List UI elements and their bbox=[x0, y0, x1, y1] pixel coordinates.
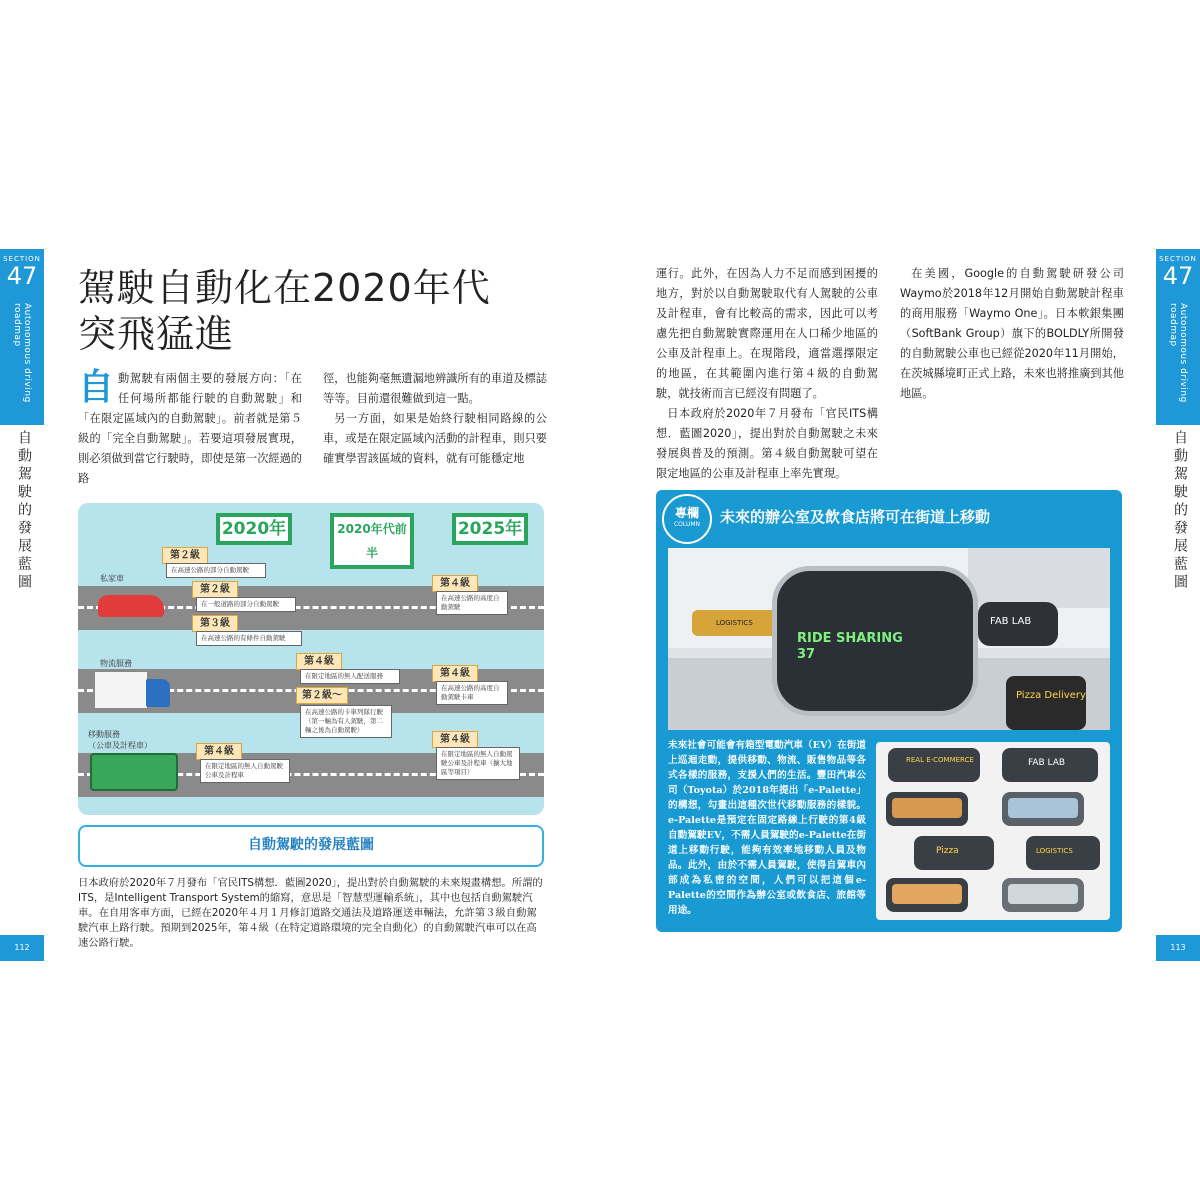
side-eng-strip bbox=[0, 295, 44, 425]
section-label: SECTION bbox=[1159, 255, 1197, 263]
section-number: 47 bbox=[6, 262, 38, 290]
section-tab bbox=[0, 249, 44, 295]
level-desc: 在限定地區的無人自動駕駛公車及計程車（擴大地區等項目） bbox=[436, 747, 520, 780]
right-text-1: 運行。此外，在因為人力不足而感到困擾的地方，對於以自動駕駛取代有人駕駛的公車及計程車，會有比較高的需求，因此可以考慮先把自動駕駛實際運用在人口稀少地區的公車及計程車上。在現階段，適當選擇限定的地區，在其範圍內進行第４級的自動駕駛，就技術而言已經沒有問題了。 bbox=[656, 267, 878, 400]
column-badge-text: 專欄 bbox=[674, 506, 699, 520]
variant-ecommerce bbox=[888, 748, 980, 782]
truck-cab-icon bbox=[146, 679, 170, 707]
bus-icon bbox=[90, 753, 178, 791]
variant-office bbox=[1002, 792, 1084, 826]
intro-text-1: 動駕駛有兩個主要的發展方向：「在任何場所都能行駛的自動駕駛」和「在限定區域內的自動駕駛」。前者就是第５級的「完全自動駕駛」。若要這項發展實現，則必須做到當它行駛時，即使是第一次經過的路 bbox=[78, 372, 302, 485]
fab-lab-pod bbox=[978, 602, 1058, 646]
level-desc: 在高速公路的部分自動駕駛 bbox=[166, 563, 266, 578]
lane-label-logistics: 物流服務 bbox=[100, 659, 132, 668]
ride-sharing-pod bbox=[772, 566, 978, 716]
level-desc: 在高速公路的有條件自動駕駛 bbox=[196, 631, 302, 646]
intro-col-2 bbox=[323, 369, 547, 469]
section-tab bbox=[1156, 249, 1200, 295]
variant-logistics bbox=[1026, 836, 1100, 870]
variant-label: Pizza bbox=[936, 846, 959, 856]
level-tag: 第４級 bbox=[296, 653, 342, 670]
lane-label-private: 私家車 bbox=[100, 574, 124, 583]
lane-label-mobility: 移動服務 （公車及計程車） bbox=[88, 730, 152, 750]
e-palette-photo bbox=[668, 548, 1110, 730]
level-tag: 第４級 bbox=[432, 665, 478, 682]
right-col-1 bbox=[656, 264, 878, 484]
side-eng-text: Autonomous driving roadmap bbox=[1168, 303, 1188, 403]
variant-window bbox=[1008, 798, 1078, 818]
car-icon bbox=[98, 595, 164, 617]
drop-cap: 自 bbox=[78, 367, 115, 408]
level-tag: 第２級 bbox=[192, 581, 238, 598]
column-badge-sub: COLUMN bbox=[673, 521, 700, 528]
level-desc: 在限定地區的無人配送服務 bbox=[300, 669, 400, 684]
right-col-2: 在美國，Google的自動駕駛研發公司Waymo於2018年12月開始自動駕駛計程車的商用服務「Waymo One」。日本軟銀集團（SoftBank Group）旗下的BOLDLY所開發的自動駕駛公車也已經從2020年11月開始，在茨城縣境町正式上路，未來也將推廣到其他地區。 bbox=[900, 267, 1124, 400]
variant-label: FAB LAB bbox=[1028, 758, 1066, 768]
side-title: 自動駕駛的發展藍圖 bbox=[16, 430, 32, 592]
variant-pizza bbox=[914, 836, 994, 870]
diagram-caption-text: 日本政府於2020年７月發布「官民ITS構想．藍圖2020」，提出對於自動駕駛的未來規畫構想。所謂的ITS，是Intelligent Transport System的縮寫，意思是「智慧型運輸系統」，其中也包括自動駕駛汽車。在自用客車方面，已經在2020年４月１月修訂道路交通法及道路運送車輛法，允許第３級自動駕駛汽車上路行駛。預期到2025年，第４級（在特定道路環境的完全自動化）的自動駕駛汽車可以在高速公路行駛。 bbox=[78, 877, 543, 949]
page-number: 112 bbox=[0, 935, 44, 961]
level-tag: 第４級 bbox=[196, 743, 242, 760]
variant-shop bbox=[886, 878, 968, 912]
pizza-pod bbox=[1006, 676, 1086, 730]
logistics-pod-label: LOGISTICS bbox=[716, 619, 753, 627]
year-2025: 2025年 bbox=[452, 513, 528, 545]
column-box bbox=[656, 490, 1122, 932]
page-title bbox=[78, 265, 558, 357]
column-title: 未來的辦公室及飲食店將可在街道上移動 bbox=[720, 508, 991, 526]
level-tag: 第３級 bbox=[192, 615, 238, 632]
right-text-1b: 日本政府於2020年７月發布「官民ITS構想．藍圖2020」，提出對於自動駕駛之未來發展與普及的預測。第４級自動駕駛可望在限定地區的公車及計程車上率先實現。 bbox=[656, 407, 878, 480]
variant-window bbox=[892, 884, 962, 904]
page-number: 113 bbox=[1156, 935, 1200, 961]
pizza-pod-label: Pizza Delivery bbox=[1016, 690, 1086, 701]
building bbox=[968, 548, 1110, 608]
variant-restaurant bbox=[886, 792, 968, 826]
level-desc: 在高速公路的高度自動駕駛卡車 bbox=[436, 681, 508, 705]
side-eng-strip bbox=[1156, 295, 1200, 425]
variant-fab-lab bbox=[1002, 748, 1098, 782]
year-2020: 2020年 bbox=[216, 513, 292, 545]
level-tag: 第４級 bbox=[432, 575, 478, 592]
level-desc: 在高速公路的高度自動駕駛 bbox=[436, 591, 508, 615]
ride-sharing-label: RIDE SHARING 37 bbox=[797, 631, 903, 662]
variant-lounge bbox=[1002, 878, 1084, 912]
e-palette-variants bbox=[876, 742, 1110, 920]
intro-text-2b: 另一方面，如果是始終行駛相同路線的公車，或是在限定區域內活動的計程車，則只要確實學習該區域的資料，就有可能穩定地 bbox=[323, 412, 547, 465]
level-desc: 在限定地區的無人自動駕駛公車及計程車 bbox=[200, 759, 290, 783]
level-desc: 在一般道路的部分自動駕駛 bbox=[196, 597, 296, 612]
fab-lab-pod-label: FAB LAB bbox=[990, 616, 1032, 627]
title-line-1: 駕駛自動化在2020年代 bbox=[78, 266, 491, 310]
variant-window bbox=[892, 798, 962, 818]
roadmap-diagram bbox=[78, 503, 544, 815]
title-line-2: 突飛猛進 bbox=[78, 312, 235, 356]
side-title: 自動駕駛的發展藍圖 bbox=[1172, 430, 1188, 592]
year-early-2020s: 2020年代前半 bbox=[330, 513, 414, 569]
truck-icon bbox=[94, 671, 148, 709]
level-tag: 第２級 bbox=[162, 547, 208, 564]
level-tag: 第４級 bbox=[432, 731, 478, 748]
variant-label: REAL E-COMMERCE bbox=[906, 756, 974, 764]
intro-col-1 bbox=[78, 369, 302, 489]
variant-label: LOGISTICS bbox=[1036, 847, 1073, 855]
section-label: SECTION bbox=[3, 255, 41, 263]
column-badge bbox=[662, 494, 712, 544]
intro-text-2a: 徑，也能夠毫無遺漏地辨識所有的車道及標誌等等。目前還很難做到這一點。 bbox=[323, 372, 547, 405]
level-desc: 在高速公路的卡車列隊行駛（第一輛為有人駕駛，第二輛之後為自動駕駛） bbox=[300, 705, 392, 738]
diagram-caption-title: 自動駕駛的發展藍圖 bbox=[78, 825, 544, 867]
variant-window bbox=[1008, 884, 1078, 904]
level-tag: 第２級～ bbox=[296, 687, 348, 704]
column-text: 未來社會可能會有箱型電動汽車（EV）在街道上巡迴走動，提供移動、物流、販售物品等各式各樣的服務，支援人們的生活。豐田汽車公司（Toyota）於2018年提出「e-Palette」的構想，勾畫出這種次世代移動服務的樣貌。e-Palette是預定在固定路線上行駛的第4級自動駕駛EV，不需人員駕駛的e-Palette在街道上移動行駛，能夠有效率地移動人員及物品。此外，由於不需人員駕駛，使得自駕車內部成為私密的空間，人們可以把這個e-Palette的空間作為辦公室或飲食店、旅館等用途。 bbox=[668, 740, 866, 916]
section-number: 47 bbox=[1162, 262, 1194, 290]
side-eng-text: Autonomous driving roadmap bbox=[12, 303, 32, 403]
